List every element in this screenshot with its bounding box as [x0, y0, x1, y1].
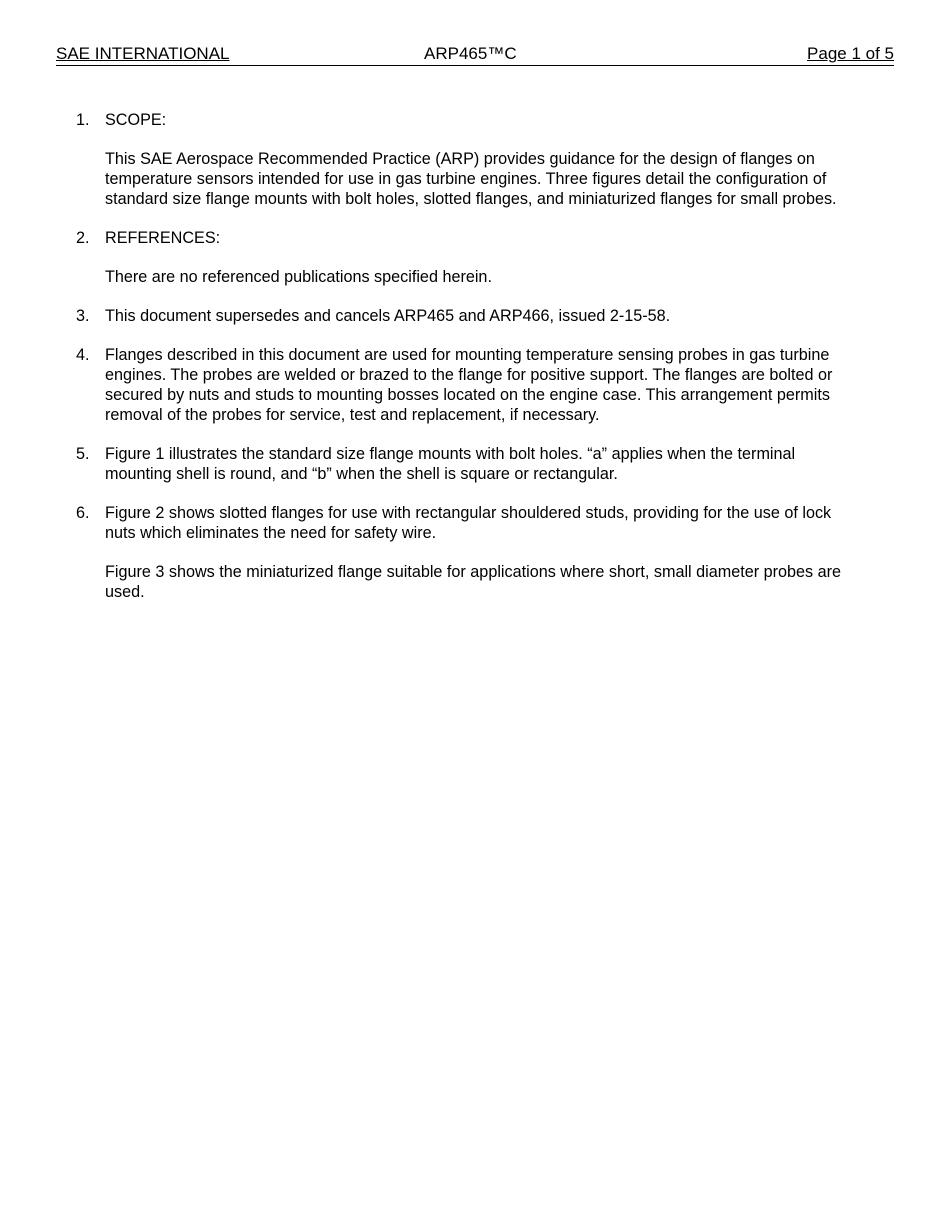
header-document-id: ARP465™C [424, 44, 517, 63]
paragraph-text: There are no referenced publications specified herein. [105, 268, 492, 286]
paragraph-text: This document supersedes and cancels ARP465 and ARP466, issued 2-15-58. [105, 307, 671, 325]
section-6 [0, 503, 865, 543]
section-6-continuation [0, 562, 865, 602]
section-number: 5. [76, 445, 90, 463]
section-title: REFERENCES: [105, 229, 221, 247]
section-scope-heading [0, 110, 865, 130]
section-scope-body [0, 149, 865, 209]
header-organization: SAE INTERNATIONAL [56, 44, 230, 63]
paragraph-text: Figure 2 shows slotted flanges for use with rectangular shouldered studs, providing for the use of lock nuts which eliminates the need for safety wire. [105, 504, 832, 542]
section-number: 1. [76, 111, 90, 129]
paragraph-text: Figure 3 shows the miniaturized flange suitable for applications where short, small diameter probes are used. [105, 563, 842, 601]
section-3 [0, 306, 865, 326]
page-header [56, 43, 894, 66]
section-references-heading [0, 228, 865, 248]
section-number: 4. [76, 346, 90, 364]
section-number: 6. [76, 504, 90, 522]
document-body [0, 110, 950, 621]
header-page-number: Page 1 of 5 [807, 44, 894, 63]
section-number: 2. [76, 229, 90, 247]
section-number: 3. [76, 307, 90, 325]
section-5 [0, 444, 865, 484]
section-references-body [0, 267, 865, 287]
paragraph-text: This SAE Aerospace Recommended Practice (ARP) provides guidance for the design of flanges on temperature sensors intended for use in gas turbine engines. Three figures detail the configuration of standard size flange mounts with bolt holes, slotted flanges, and miniaturized flanges for small probes. [105, 150, 837, 208]
section-title: SCOPE: [105, 111, 167, 129]
paragraph-text: Flanges described in this document are used for mounting temperature sensing probes in gas turbine engines. The probes are welded or brazed to the flange for positive support. The flanges are bolted or secured by nuts and studs to mounting bosses located on the engine case. This arrangement permits removal of the probes for service, test and replacement, if necessary. [105, 346, 833, 424]
paragraph-text: Figure 1 illustrates the standard size flange mounts with bolt holes. “a” applies when the terminal mounting shell is round, and “b” when the shell is square or rectangular. [105, 445, 796, 483]
section-4 [0, 345, 865, 425]
